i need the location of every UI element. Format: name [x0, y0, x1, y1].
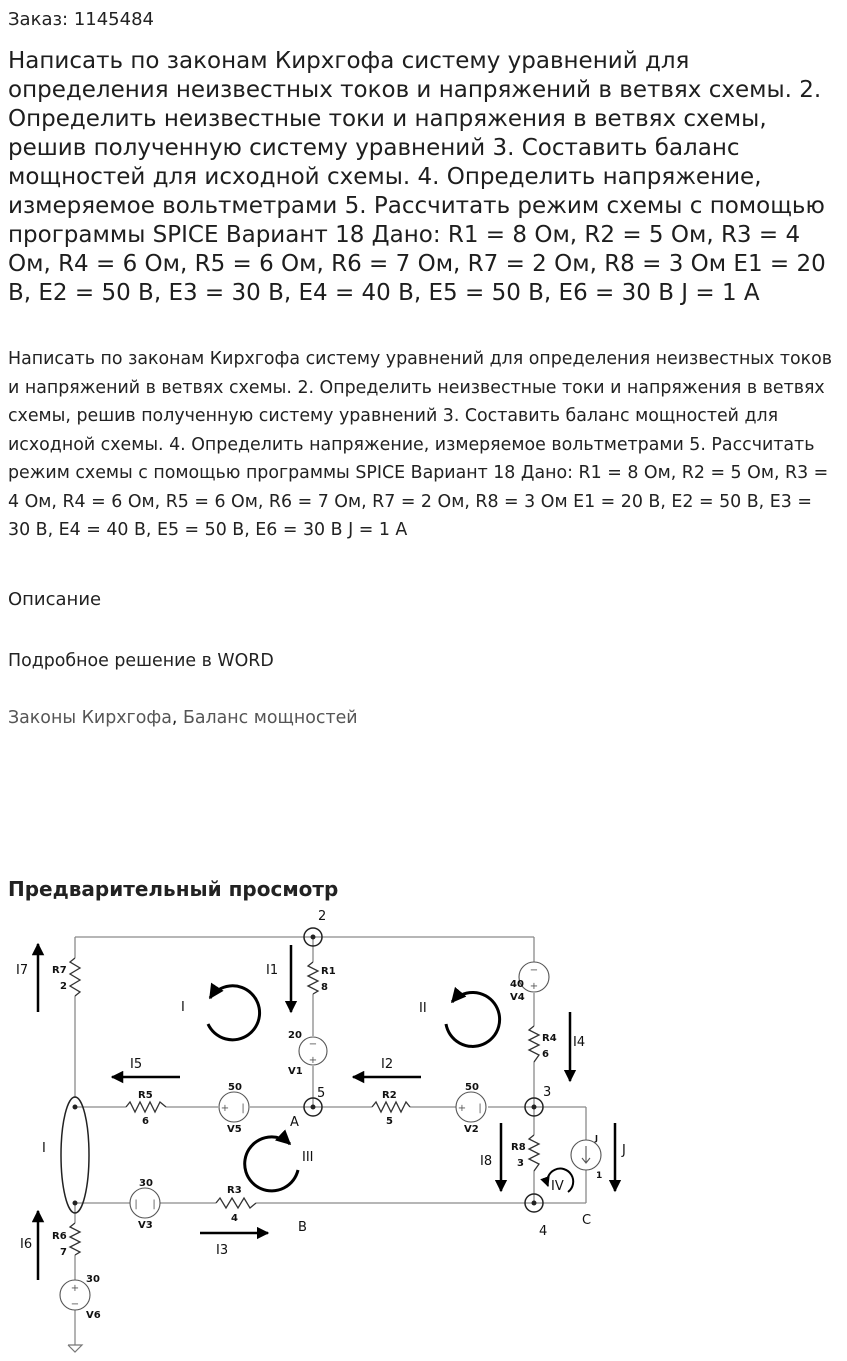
preview-heading: Предварительный просмотр: [8, 877, 339, 901]
circuit-diagram: [0, 900, 847, 1361]
resistor-r6: [70, 1223, 80, 1255]
value-v1: 20: [288, 1030, 302, 1041]
value-v4: 40: [510, 979, 524, 990]
resistor-r7: [70, 958, 80, 996]
value-j: 1: [596, 1171, 603, 1181]
value-r7: 2: [60, 981, 67, 992]
node-I-label: I: [42, 1141, 46, 1156]
resistor-r1: [308, 962, 318, 994]
voltage-sources: [60, 962, 601, 1310]
label-v6: V6: [86, 1310, 101, 1321]
svg-text:−: −: [529, 965, 539, 976]
loop-III-label: III: [302, 1150, 314, 1165]
svg-text:+: +: [457, 1103, 467, 1114]
node-B-label: B: [298, 1220, 307, 1235]
resistor-r8: [529, 1135, 539, 1171]
svg-text:−: −: [70, 1299, 80, 1310]
value-r3: 4: [231, 1213, 238, 1224]
tag-list: [8, 708, 358, 728]
node-2-label: 2: [318, 909, 327, 924]
loop-I-label: I: [181, 1000, 185, 1015]
component-labels: [52, 965, 602, 1321]
value-r8: 3: [517, 1158, 524, 1169]
node-4-label: 4: [539, 1224, 548, 1239]
value-v2: 50: [465, 1082, 479, 1093]
label-v4: V4: [510, 992, 525, 1003]
node-C-label: C: [582, 1213, 592, 1228]
value-r2: 5: [386, 1116, 393, 1127]
loop-I-arrow: [208, 986, 260, 1040]
svg-text:|: |: [152, 1199, 156, 1210]
label-r8: R8: [511, 1142, 526, 1153]
value-r1: 8: [321, 982, 328, 993]
value-r6: 7: [60, 1247, 67, 1258]
svg-text:|: |: [478, 1103, 482, 1114]
current-i7-label: I7: [16, 963, 29, 978]
svg-text:+: +: [70, 1283, 80, 1294]
resistor-r2: [372, 1102, 410, 1112]
label-v5: V5: [227, 1124, 242, 1135]
svg-text:|: |: [134, 1199, 138, 1210]
description-text: Подробное решение в WORD: [8, 651, 274, 671]
value-v3: 30: [139, 1178, 153, 1189]
tag-link-kirchhoff[interactable]: Законы Кирхгофа: [8, 708, 172, 728]
current-i2-label: I2: [381, 1057, 394, 1072]
node-I-ellipse: [61, 1097, 89, 1213]
label-r7: R7: [52, 965, 67, 976]
current-i5-label: I5: [130, 1057, 143, 1072]
label-r6: R6: [52, 1231, 67, 1242]
label-j-top: J: [595, 1134, 598, 1143]
label-v3: V3: [138, 1220, 153, 1231]
task-description: Написать по законам Кирхгофа систему уравнений для определения неизвестных токов и напряжений в ветвях схемы. 2. Определить неизвестные токи и напряжения в ветвях схемы, решив полученную систему уравнений 3. Составить баланс мощностей для исходной схемы. 4. Определить напряжение, измеряемое вольтметрами 5. Рассчитать режим схемы с помощью программы SPICE Вариант 18 Дано: R1 = 8 Ом, R2 = 5 Ом, R3 = 4 Ом, R4 = 6 Ом, R5 = 6 Ом, R6 = 7 Ом, R7 = 2 Ом, R8 = 3 Ом E1 = 20 В, E2 = 50 В, E3 = 30 В, E4 = 40 В, E5 = 50 В, E6 = 30 В J = 1 А: [8, 349, 833, 540]
value-v6: 30: [86, 1274, 100, 1285]
tag-link-power-balance[interactable]: Баланс мощностей: [182, 708, 358, 728]
label-r3: R3: [227, 1185, 242, 1196]
label-r1: R1: [321, 966, 336, 977]
label-r4: R4: [542, 1033, 557, 1044]
loop-IV-label: IV: [551, 1179, 564, 1194]
current-arrows: [38, 944, 615, 1280]
node-5-label: 5: [317, 1086, 326, 1101]
current-i8-label: I8: [480, 1154, 493, 1169]
current-i6-label: I6: [20, 1237, 33, 1252]
page-title: Написать по законам Кирхгофа систему уравнений для определения неизвестных токов и напряжений в ветвях схемы. 2. Определить неизвестные токи и напряжения в ветвях схемы, решив полученную систему уравнений 3. Составить баланс мощностей для исходной схемы. 4. Определить напряжение, измеряемое вольтметрами 5. Рассчитать режим схемы с помощью программы SPICE Вариант 18 Дано: R1 = 8 Ом, R2 = 5 Ом, R3 = 4 Ом, R4 = 6 Ом, R5 = 6 Ом, R6 = 7 Ом, R7 = 2 Ом, R8 = 3 Ом E1 = 20 В, E2 = 50 В, E3 = 30 В, E4 = 40 В, E5 = 50 В, E6 = 30 В J = 1 А: [8, 48, 826, 306]
value-v5: 50: [228, 1082, 242, 1093]
value-r5: 6: [142, 1116, 149, 1127]
description-label: Описание: [8, 589, 102, 610]
source-polarity-marks: [71, 965, 538, 1310]
label-v1: V1: [288, 1066, 303, 1077]
svg-text:+: +: [220, 1103, 230, 1114]
ground-symbol: [68, 1345, 82, 1352]
label-r2: R2: [382, 1090, 397, 1101]
resistor-r3: [216, 1198, 256, 1208]
loop-II-arrow: [446, 992, 500, 1046]
current-i3-label: I3: [216, 1243, 229, 1258]
order-number: Заказ: 1145484: [8, 9, 154, 30]
svg-text:+: +: [308, 1055, 318, 1066]
label-v2: V2: [464, 1124, 479, 1135]
resistor-r4: [529, 1026, 539, 1062]
svg-text:−: −: [308, 1039, 318, 1050]
current-i4-label: I4: [573, 1035, 586, 1050]
loop-III-arrow: [245, 1137, 298, 1191]
current-j-label: J: [622, 1143, 626, 1158]
current-i1-label: I1: [266, 963, 279, 978]
svg-text:+: +: [529, 981, 539, 992]
resistor-r5: [126, 1102, 166, 1112]
label-r5: R5: [138, 1090, 153, 1101]
loop-II-label: II: [419, 1001, 427, 1016]
tag-separator: ,: [171, 708, 178, 728]
node-3-label: 3: [543, 1085, 552, 1100]
node-A-label: A: [290, 1115, 299, 1130]
value-r4: 6: [542, 1049, 549, 1060]
svg-text:|: |: [241, 1103, 245, 1114]
